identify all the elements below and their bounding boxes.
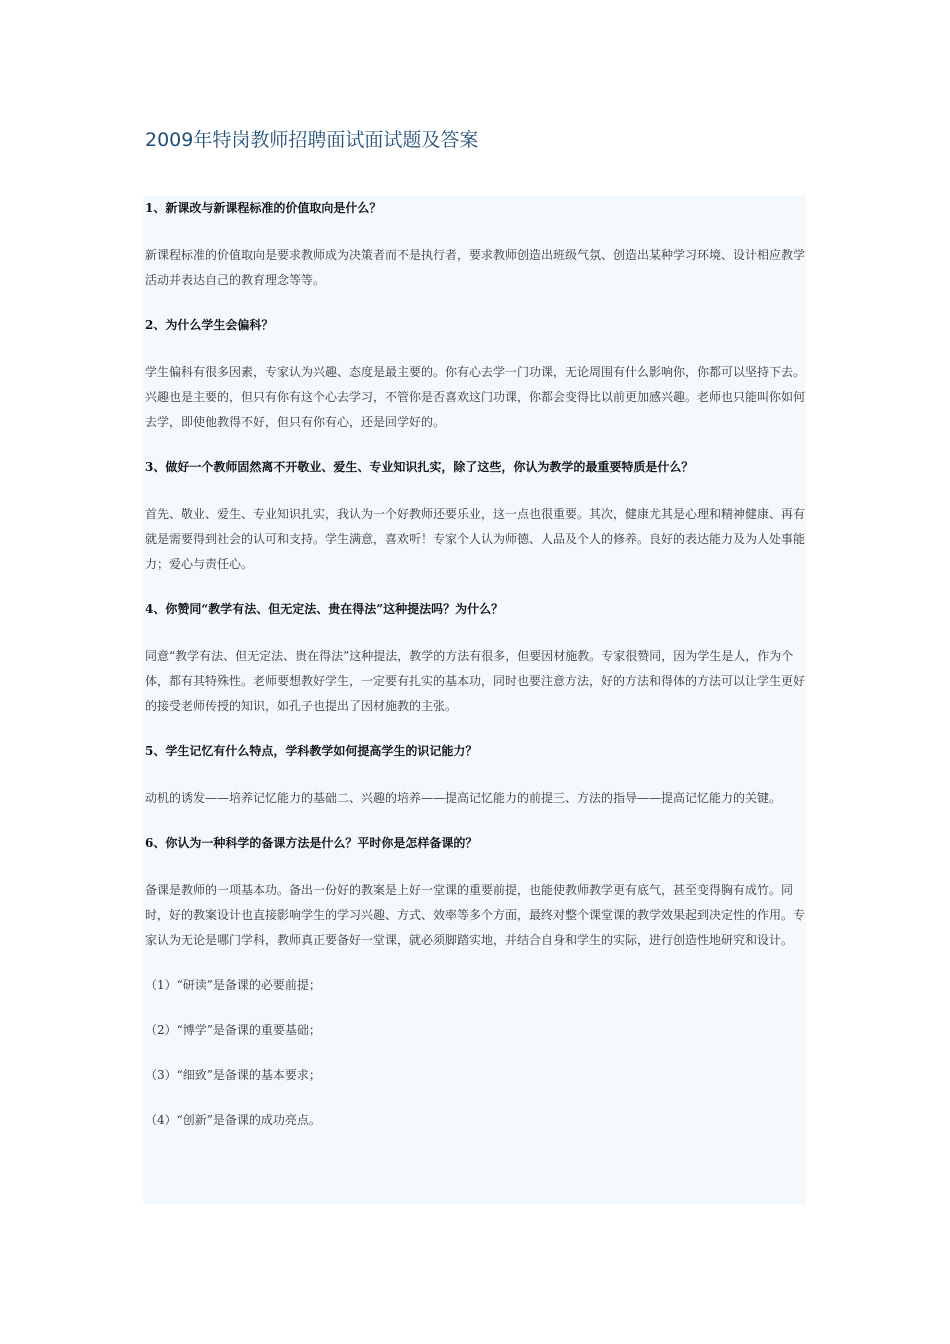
answer-6: 备课是教师的一项基本功。备出一份好的教案是上好一堂课的重要前提，也能使教师教学更有底气，甚至变得胸有成竹。同时，好的教案设计也直接影响学生的学习兴趣、方式、效率等多个方面，最终对整个课堂课的教学效果起到决定性的作用。专家认为无论是哪门学科，教师真正要备好一堂课，就必须脚踏实地，并结合自身和学生的实际，进行创造性地研究和设计。 (145, 883, 806, 947)
prep-step-3: （3）“细致”是备课的基本要求； (145, 1068, 321, 1082)
answer-1: 新课程标准的价值取向是要求教师成为决策者而不是执行者，要求教师创造出班级气氛、创造出某种学习环境、设计相应教学活动并表达自己的教育理念等等。 (145, 248, 806, 287)
question-6: 6、你认为一种科学的备课方法是什么？平时你是怎样备课的？ (145, 836, 478, 850)
answer-3: 首先、敬业、爱生、专业知识扎实，我认为一个好教师还要乐业，这一点也很重要。其次，健康尤其是心理和精神健康、再有就是需要得到社会的认可和支持。学生满意，喜欢听！专家个人认为师德、人品及个人的修养。良好的表达能力及为人处事能力；爱心与责任心。 (145, 507, 806, 571)
answer-5: 动机的诱发——培养记忆能力的基础二、兴趣的培养——提高记忆能力的前提三、方法的指导——提高记忆能力的关键。 (145, 791, 782, 805)
question-5: 5、学生记忆有什么特点，学科教学如何提高学生的识记能力？ (145, 744, 478, 758)
document-title: 2009年特岗教师招聘面试面试题及答案 (145, 129, 479, 151)
answer-4: 同意“教学有法、但无定法、贵在得法”这种提法，教学的方法有很多，但要因材施教。专家很赞同，因为学生是人，作为个体，都有其特殊性。老师要想教好学生，一定要有扎实的基本功，同时也要注意方法，好的方法和得体的方法可以让学生更好的接受老师传授的知识，如孔子也提出了因材施教的主张。 (145, 649, 806, 713)
prep-step-1: （1）“研读”是备课的必要前提； (145, 978, 321, 992)
question-1: 1、新课改与新课程标准的价值取向是什么？ (145, 201, 382, 215)
question-4: 4、你赞同“教学有法、但无定法、贵在得法”这种提法吗？为什么？ (145, 602, 504, 616)
qa-content-block (143, 196, 806, 1204)
answer-2: 学生偏科有很多因素，专家认为兴趣、态度是最主要的。你有心去学一门功课，无论周围有什么影响你，你都可以坚持下去。兴趣也是主要的，但只有你有这个心去学习，不管你是否喜欢这门功课，你都会变得比以前更加感兴趣。老师也只能叫你如何去学，即使他教得不好，但只有你有心，还是回学好的。 (145, 365, 806, 429)
question-3: 3、做好一个教师固然离不开敬业、爱生、专业知识扎实，除了这些，你认为教学的最重要特质是什么？ (145, 460, 694, 474)
question-2: 2、为什么学生会偏科？ (145, 318, 274, 332)
prep-step-2: （2）“博学”是备课的重要基础； (145, 1023, 321, 1037)
prep-step-4: （4）“创新”是备课的成功亮点。 (145, 1113, 321, 1127)
